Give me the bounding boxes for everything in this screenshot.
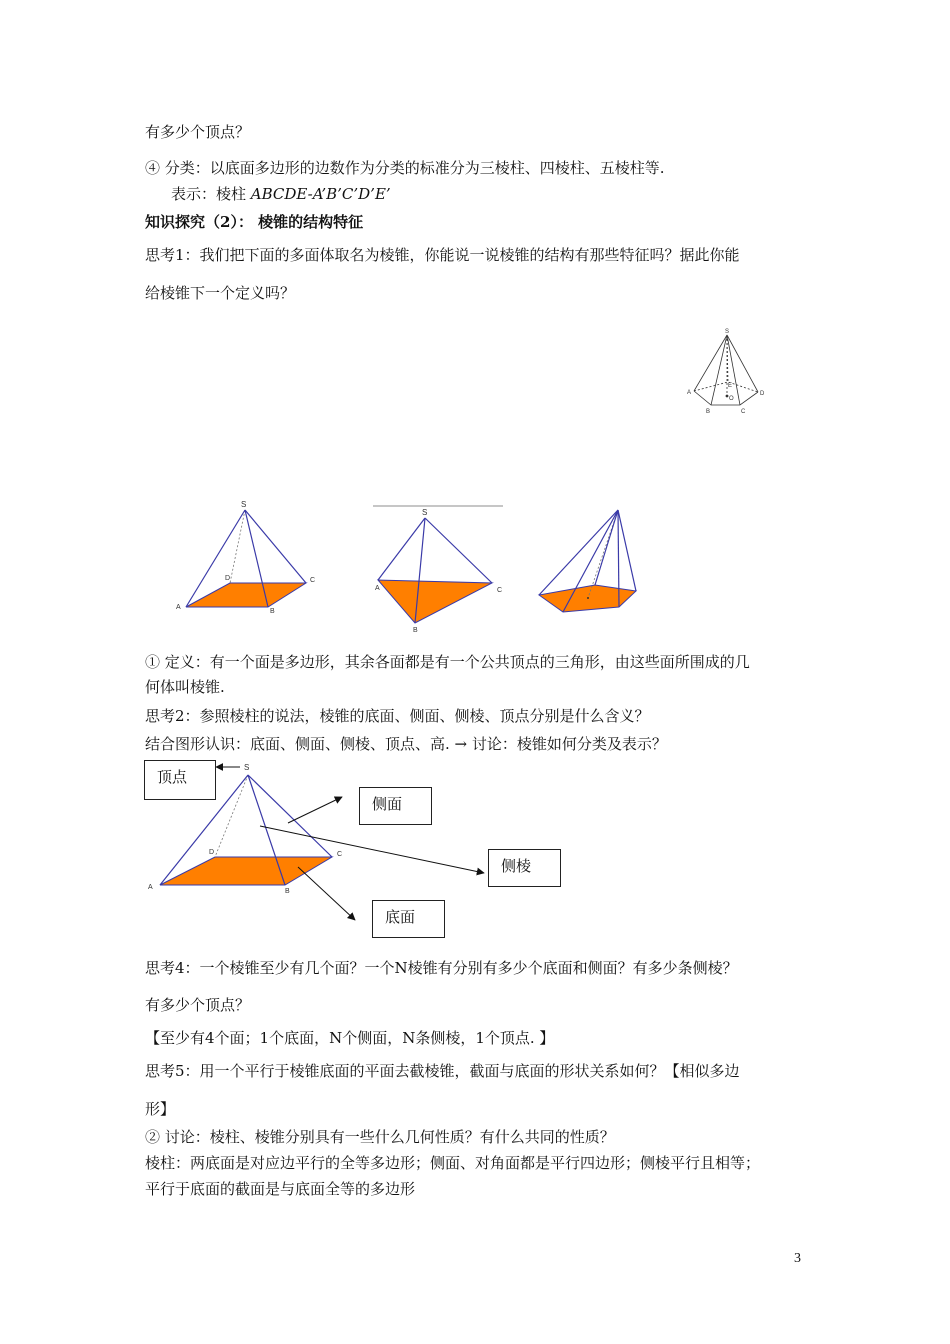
penta-pyramid-figure (539, 510, 636, 612)
diagram-label-S: S (244, 763, 250, 772)
fig2-label-C: C (497, 587, 503, 594)
lateral-face-label-box (359, 787, 432, 825)
fig1-label-C: C (310, 577, 316, 584)
point-label-C: C (741, 409, 746, 415)
vertex-label-box (144, 760, 216, 800)
point-label-B: B (706, 409, 711, 415)
point-label-S: S (725, 329, 730, 335)
line-classification: ④ 分类：以底面多边形的边数作为分类的标准分为三棱柱、四棱柱、五棱柱等. (145, 159, 665, 177)
quad-pyramid-figure (176, 500, 315, 615)
base-label-box (372, 900, 445, 938)
lateral-edge-label-box (488, 849, 561, 887)
diagram-label-C: C (337, 851, 343, 858)
think1-line-b: 给棱锥下一个定义吗？ (145, 284, 296, 302)
tri-pyramid-figure (373, 506, 503, 634)
section-heading: 知识探究（2）： 棱锥的结构特征 (145, 213, 364, 231)
diagram-label-B: B (285, 888, 290, 895)
vertex-label: 顶点 (157, 768, 188, 786)
arrow-to-base (298, 867, 355, 920)
prism-property-line-b: 平行于底面的截面是与底面全等的多边形 (145, 1180, 416, 1198)
fig2-label-B: B (413, 627, 418, 634)
notation-value: ABCDE-A’B’C’D’E’ (250, 185, 391, 203)
discuss-line: ② 讨论：棱柱、棱锥分别具有一些什么几何性质？有什么共同的性质？ (145, 1128, 615, 1146)
point-label-E: E (728, 383, 733, 389)
fig1-label-B: B (270, 608, 275, 615)
arrow-to-lateral-face (288, 797, 342, 823)
point-label-O: O (729, 396, 734, 402)
diagram-label-A: A (148, 884, 153, 891)
line-vertex-question: 有多少个顶点？ (145, 123, 251, 141)
point-label-A: A (687, 390, 692, 396)
definition-line-a: ① 定义：有一个面是多边形，其余各面都是有一个公共顶点的三角形，由这些面所围成的几 (145, 653, 750, 671)
think1-line-a: 思考1：我们把下面的多面体取名为棱锥，你能说一说棱锥的结构有那些特征吗？据此你能 (145, 246, 740, 264)
pyramid-figures-row (170, 495, 660, 635)
lateral-edge-label: 侧棱 (501, 857, 532, 875)
diagram-label-D: D (209, 849, 215, 856)
think4-line-b: 有多少个顶点？ (145, 996, 251, 1014)
page-number: 3 (794, 1251, 801, 1266)
fig1-label-S: S (241, 500, 247, 509)
pentagonal-pyramid-figure (684, 324, 770, 420)
fig1-label-A: A (176, 604, 181, 611)
fig1-label-D: D (225, 575, 231, 582)
think5-line-b: 形】 (145, 1100, 176, 1118)
fig2-label-S: S (422, 508, 428, 517)
line-notation (171, 184, 391, 204)
prism-property-line-a: 棱柱：两底面是对应边平行的全等多边形；侧面、对角面都是平行四边形；侧棱平行且相等； (145, 1154, 761, 1172)
lateral-face-label: 侧面 (372, 795, 403, 813)
point-label-D: D (760, 391, 765, 397)
notation-prefix: 表示：棱柱 (171, 185, 251, 203)
fig2-label-A: A (375, 585, 380, 592)
think2-line: 思考2：参照棱柱的说法，棱锥的底面、侧面、侧棱、顶点分别是什么含义？ (145, 707, 650, 725)
answer4-line: 【至少有4个面；1个底面，N个侧面，N条侧棱，1个顶点. 】 (145, 1029, 555, 1047)
definition-line-b: 何体叫棱锥. (145, 678, 225, 696)
combine-line: 结合图形认识：底面、侧面、侧棱、顶点、高. → 讨论：棱锥如何分类及表示？ (145, 735, 667, 753)
think5-line-a: 思考5：用一个平行于棱锥底面的平面去截棱锥，截面与底面的形状关系如何？【相似多边 (145, 1062, 740, 1080)
think4-line-a: 思考4：一个棱锥至少有几个面？一个N棱锥有分别有多少个底面和侧面？有多少条侧棱？ (145, 959, 738, 977)
base-label: 底面 (385, 908, 416, 926)
